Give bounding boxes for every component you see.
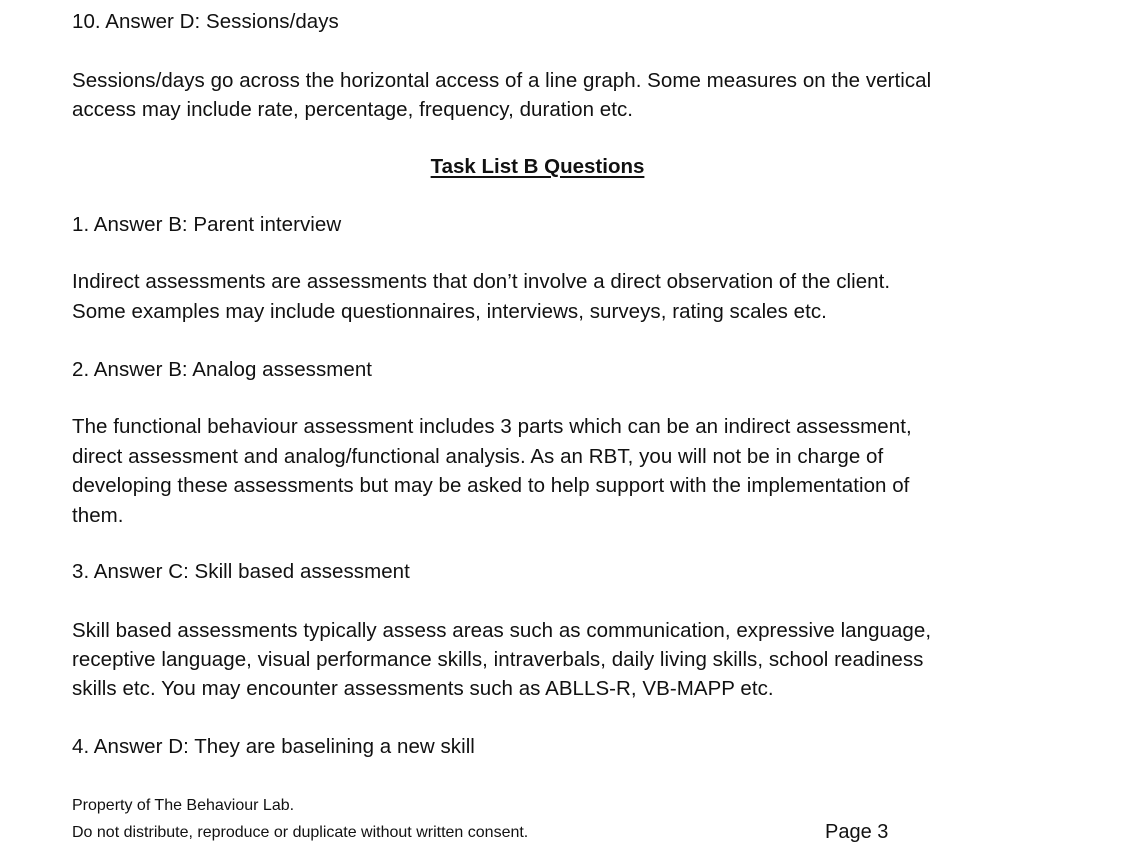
- footer-property: Property of The Behaviour Lab.: [72, 797, 295, 814]
- q3-explanation-line-1: Skill based assessments typically assess areas such as communication, expressive language,: [72, 619, 932, 642]
- q1-answer: 1. Answer B: Parent interview: [72, 213, 342, 236]
- task-list-b-heading: Task List B Questions: [430, 155, 645, 178]
- q2-explanation-line-2: direct assessment and analog/functional analysis. As an RBT, you will not be in charge of: [72, 445, 884, 468]
- q3-explanation-line-2: receptive language, visual performance skills, intraverbals, daily living skills, school readiness: [72, 648, 924, 671]
- q10-explanation-line-1: Sessions/days go across the horizontal access of a line graph. Some measures on the vertical: [72, 69, 932, 92]
- q3-explanation-line-3: skills etc. You may encounter assessments such as ABLLS-R, VB-MAPP etc.: [72, 677, 774, 700]
- q10-answer: 10. Answer D: Sessions/days: [72, 10, 339, 33]
- q2-explanation-line-1: The functional behaviour assessment includes 3 parts which can be an indirect assessment,: [72, 415, 912, 438]
- q2-explanation-line-4: them.: [72, 504, 124, 527]
- q1-explanation-line-1: Indirect assessments are assessments that don’t involve a direct observation of the client.: [72, 270, 891, 293]
- q2-explanation-line-3: developing these assessments but may be asked to help support with the implementation of: [72, 474, 910, 497]
- page-number: Page 3: [825, 821, 889, 843]
- q10-explanation-line-2: access may include rate, percentage, frequency, duration etc.: [72, 98, 634, 121]
- footer-consent: Do not distribute, reproduce or duplicate without written consent.: [72, 824, 529, 841]
- q3-answer: 3. Answer C: Skill based assessment: [72, 560, 410, 583]
- q4-answer: 4. Answer D: They are baselining a new skill: [72, 735, 475, 758]
- q1-explanation-line-2: Some examples may include questionnaires, interviews, surveys, rating scales etc.: [72, 300, 827, 323]
- q2-answer: 2. Answer B: Analog assessment: [72, 358, 373, 381]
